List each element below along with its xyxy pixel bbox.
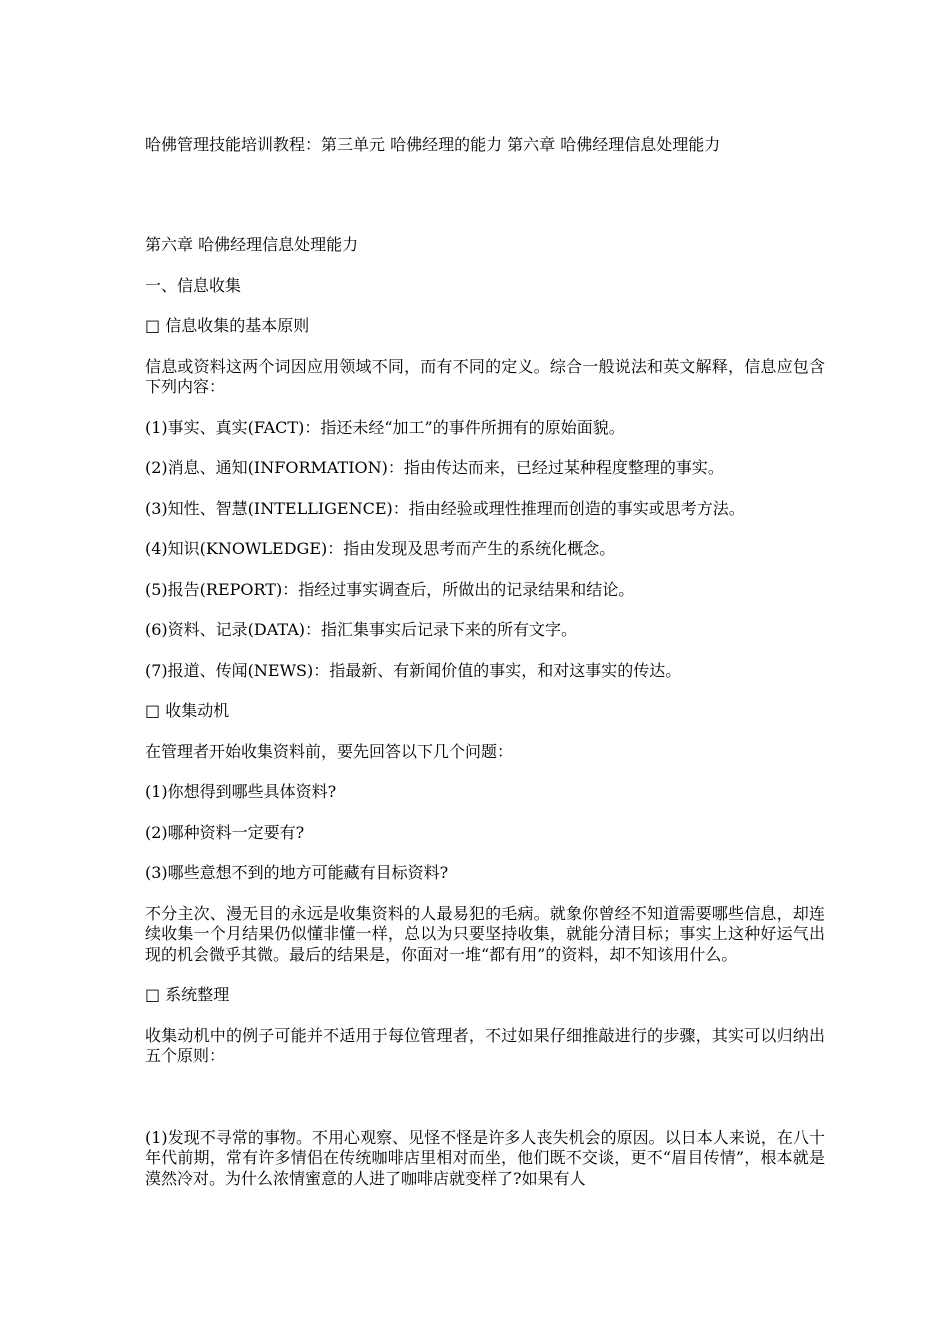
body-paragraph: 在管理者开始收集资料前，要先回答以下几个问题： [145,741,514,761]
list-item: (3)知性、智慧(INTELLIGENCE)：指由经验或理性推理而创造的事实或思考方法。 [145,498,745,518]
list-item: (2)消息、通知(INFORMATION)：指由传达而来，已经过某种程度整理的事实。 [145,458,724,477]
list-item: (4)知识(KNOWLEDGE)：指由发现及思考而产生的系统化概念。 [145,539,616,558]
list-item: (1)你想得到哪些具体资料? [145,782,337,801]
list-item: (2)哪种资料一定要有? [145,822,305,842]
body-paragraph: 不分主次、漫无目的永远是收集资料的人最易犯的毛病。就象你曾经不知道需要哪些信息，却连续收集一个月结果仍似懂非懂一样，总以为只要坚持收集，就能分清目标；事实上这种好运气出现的机会微乎其微。最后的结果是，你面对一堆“都有用”的资料，却不知该用什么。 [145,903,825,964]
subsection-heading: □ 系统整理 [145,985,230,1004]
list-item: (5)报告(REPORT)：指经过事实调查后，所做出的记录结果和结论。 [145,579,635,599]
subsection-heading: □ 收集动机 [145,701,230,720]
body-paragraph: 信息或资料这两个词因应用领域不同，而有不同的定义。综合一般说法和英文解释，信息应包含下列内容： [145,356,825,396]
list-item: (3)哪些意想不到的地方可能藏有目标资料? [145,863,449,882]
list-item: (7)报道、传闻(NEWS)：指最新、有新闻价值的事实，和对这事实的传达。 [145,660,682,680]
document-body [145,235,825,1209]
body-paragraph: 收集动机中的例子可能并不适用于每位管理者，不过如果仔细推敲进行的步骤，其实可以归纳出五个原则： [145,1025,825,1065]
body-paragraph: (1)发现不寻常的事物。不用心观察、见怪不怪是许多人丧失机会的原因。以日本人来说，在八十年代前期，常有许多情侣在传统咖啡店里相对而坐，他们既不交谈，更不“眉目传情”，根本就是漠然冷对。为什么浓情蜜意的人进了咖啡店就变样了?如果有人 [145,1127,825,1188]
chapter-heading: 第六章 哈佛经理信息处理能力 [145,235,359,254]
list-item: (6)资料、记录(DATA)：指汇集事实后记录下来的所有文字。 [145,620,578,639]
subsection-heading: □ 信息收集的基本原则 [145,316,310,335]
list-item: (1)事实、真实(FACT)：指还未经“加工”的事件所拥有的原始面貌。 [145,417,625,437]
section-heading: 一、信息收集 [145,275,242,295]
document-title: 哈佛管理技能培训教程：第三单元 哈佛经理的能力 第六章 哈佛经理信息处理能力 [145,135,721,154]
